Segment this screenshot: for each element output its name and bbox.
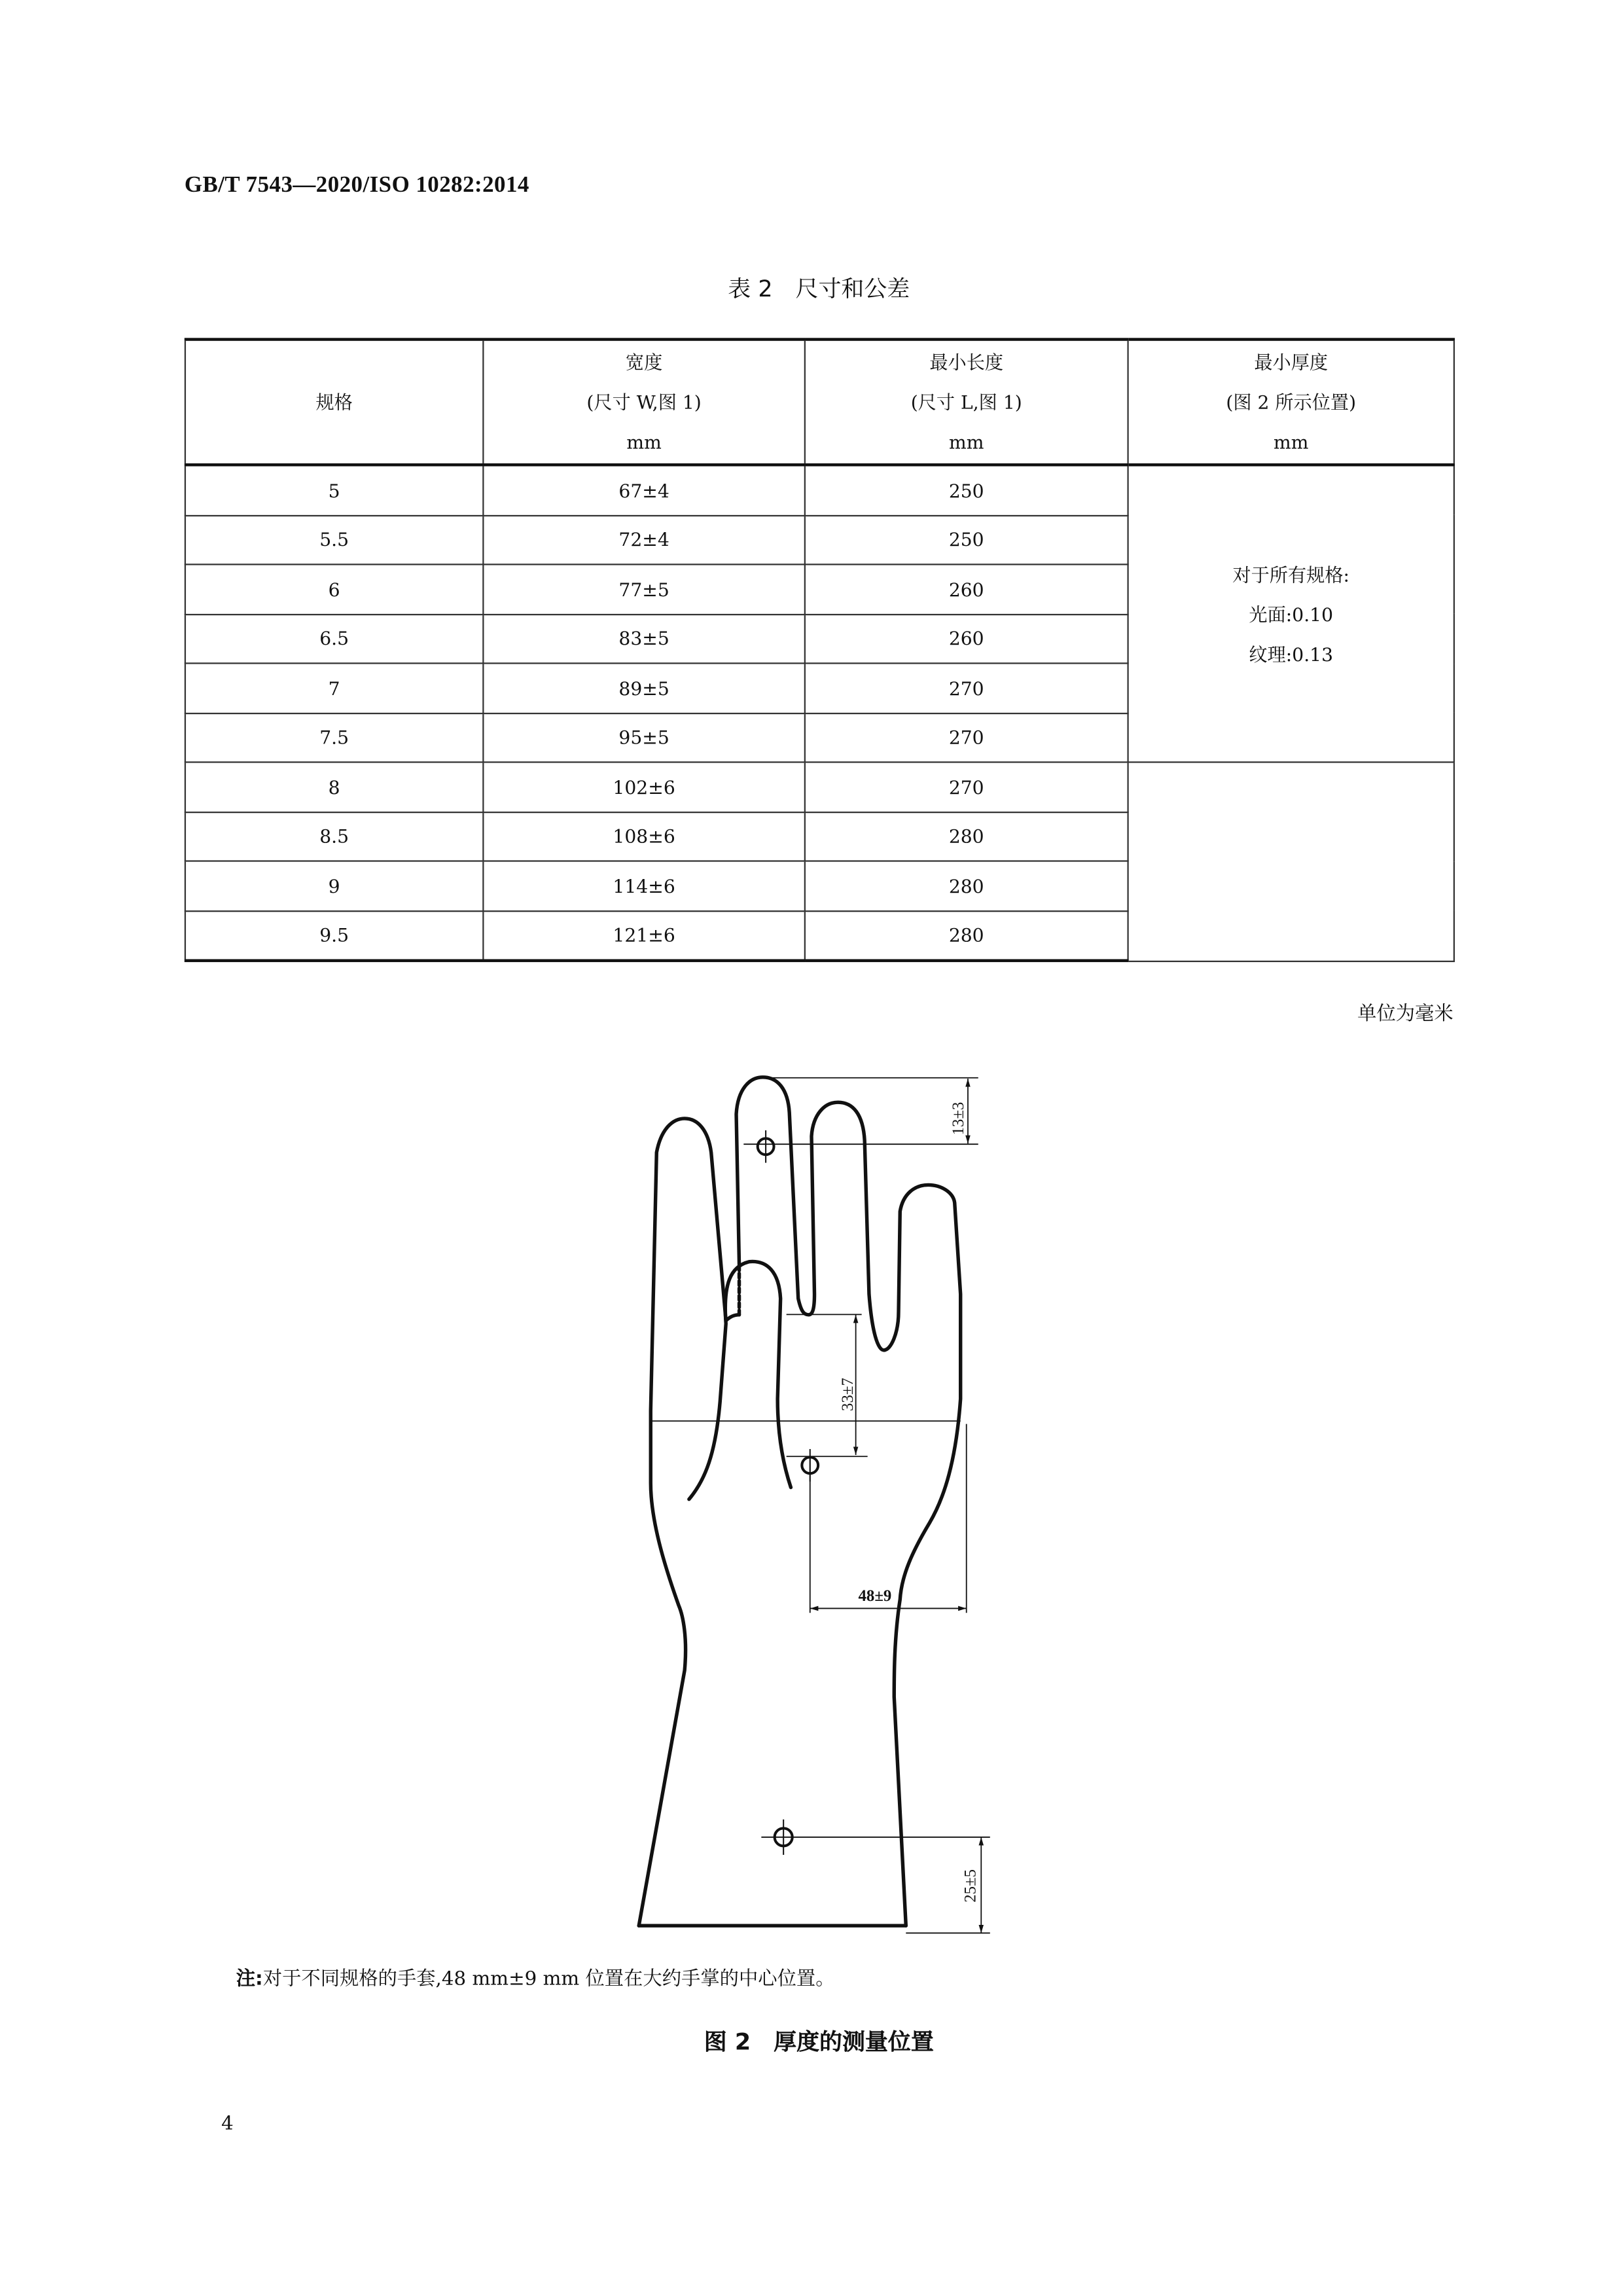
cell-width: 95±5 — [483, 713, 804, 762]
thickness-note-title: 对于所有规格: — [1232, 563, 1350, 585]
measurement-point-icon — [802, 1449, 818, 1482]
cell-size: 6 — [185, 564, 483, 614]
header-length-label: 最小长度 — [929, 351, 1004, 374]
figure-note — [236, 1963, 835, 1991]
cell-size: 9 — [185, 861, 483, 911]
header-thickness-ref: (图 2 所示位置) — [1226, 391, 1357, 414]
cell-min-length: 280 — [805, 910, 1128, 961]
glove-left-edge — [639, 1119, 726, 1926]
thickness-textured: 纹理:0.13 — [1249, 642, 1334, 665]
cell-size: 8 — [185, 762, 483, 812]
cell-min-length: 280 — [805, 861, 1128, 911]
cell-width: 102±6 — [483, 762, 804, 812]
glove-outline — [639, 1077, 960, 1926]
measurement-point-icon — [758, 1130, 774, 1163]
cell-width: 108±6 — [483, 812, 804, 861]
header-width-unit: mm — [626, 431, 662, 454]
header-length-unit: mm — [948, 431, 984, 454]
unit-note: 单位为毫米 — [1357, 1003, 1454, 1026]
cell-min-length: 250 — [805, 515, 1128, 565]
cell-width: 114±6 — [483, 861, 804, 911]
table-title: 表 2 尺寸和公差 — [728, 276, 910, 303]
dimension-label-cuff: 25±5 — [961, 1869, 980, 1903]
header-width-ref: (尺寸 W,图 1) — [586, 391, 702, 414]
header-length-ref: (尺寸 L,图 1) — [910, 391, 1022, 414]
cell-min-length: 260 — [805, 614, 1128, 664]
cell-min-length: 250 — [805, 465, 1128, 515]
cell-size: 5 — [185, 465, 483, 515]
cell-width: 121±6 — [483, 910, 804, 961]
header-thickness-unit: mm — [1273, 431, 1309, 454]
figure-note-text: 对于不同规格的手套,48 mm±9 mm 位置在大约手掌的中心位置。 — [262, 1968, 835, 1991]
dimension-label-palm-upper: 33±7 — [839, 1378, 857, 1411]
cell-size: 9.5 — [185, 910, 483, 961]
glove-thumb-join — [726, 1315, 739, 1321]
cell-width: 77±5 — [483, 564, 804, 614]
thickness-smooth: 光面:0.10 — [1249, 602, 1334, 625]
glove-fingers-right-edge — [736, 1077, 961, 1926]
figure-note-label: 注: — [236, 1968, 263, 1991]
cell-min-length: 270 — [805, 663, 1128, 713]
cell-min-length: 280 — [805, 812, 1128, 861]
cell-size: 6.5 — [185, 614, 483, 664]
cell-size: 7 — [185, 663, 483, 713]
figure-caption: 图 2 厚度的测量位置 — [704, 2029, 934, 2056]
cell-size: 7.5 — [185, 713, 483, 762]
cell-size: 8.5 — [185, 812, 483, 861]
cell-width: 67±4 — [483, 465, 804, 515]
header-width-label: 宽度 — [625, 351, 663, 374]
cell-width: 89±5 — [483, 663, 804, 713]
cell-min-length: 260 — [805, 564, 1128, 614]
cell-width: 72±4 — [483, 515, 804, 565]
dimension-label-fingertip: 13±3 — [950, 1102, 968, 1136]
cell-size: 5.5 — [185, 515, 483, 565]
page-number: 4 — [221, 2113, 234, 2136]
header-size-label: 规格 — [315, 391, 353, 414]
dimension-label-palm-side: 48±9 — [858, 1587, 892, 1605]
cell-min-length: 270 — [805, 762, 1128, 812]
cell-min-length: 270 — [805, 713, 1128, 762]
cell-width: 83±5 — [483, 614, 804, 664]
document-id-header: GB/T 7543—2020/ISO 10282:2014 — [184, 172, 529, 198]
header-thickness-label: 最小厚度 — [1254, 351, 1329, 374]
